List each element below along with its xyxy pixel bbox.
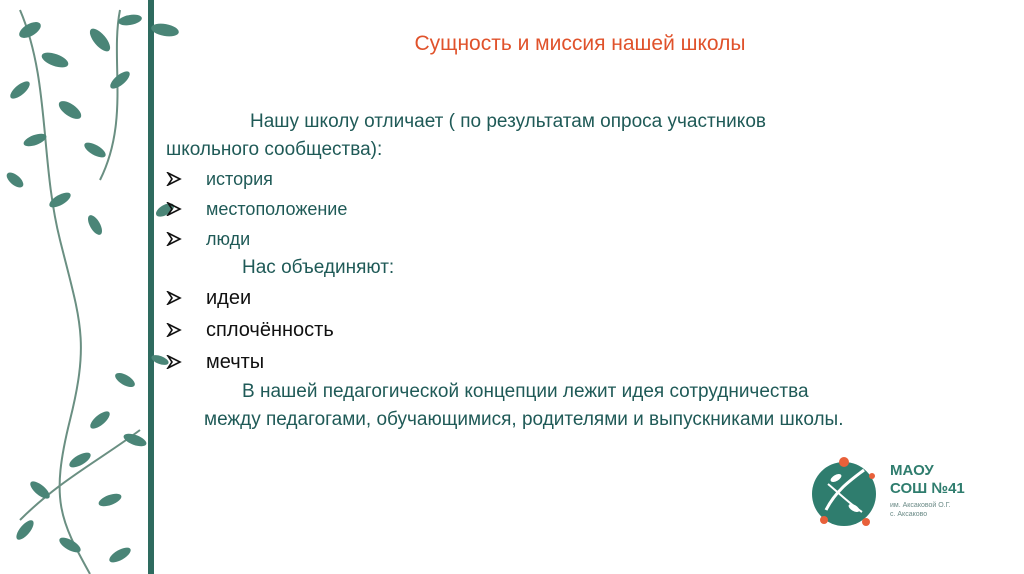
logo-title-line-1: МАОУ <box>890 462 934 479</box>
chevron-bullet-icon <box>166 232 188 246</box>
list-item-label: мечты <box>206 351 265 373</box>
list-item <box>166 282 996 314</box>
chevron-bullet-icon <box>166 202 188 216</box>
unite-list <box>166 282 996 378</box>
intro-line-2: школьного сообщества): <box>166 139 383 160</box>
list-item <box>166 194 996 224</box>
list-item-label: идеи <box>206 287 252 309</box>
chevron-bullet-icon <box>166 355 188 369</box>
logo-subtitle-line-1: им. Аксаковой О.Г. <box>890 502 951 509</box>
list-item-label: история <box>206 169 273 189</box>
unite-heading: Нас объединяют: <box>242 257 395 278</box>
concept-line-2: между педагогами, обучающимися, родителями и выпускниками школы. <box>204 409 844 430</box>
list-item-label: местоположение <box>206 199 348 219</box>
list-item-label: люди <box>206 229 251 249</box>
chevron-bullet-icon <box>166 323 188 337</box>
list-item <box>166 224 996 254</box>
chevron-bullet-icon <box>166 291 188 305</box>
slide-title: Сущность и миссия нашей школы <box>414 32 746 55</box>
concept-line-1: В нашей педагогической концепции лежит идея сотрудничества <box>242 381 809 402</box>
list-item-label: сплочённость <box>206 319 334 341</box>
logo-subtitle-line-2: с. Аксаково <box>890 511 928 518</box>
logo-title-line-2: СОШ №41 <box>890 480 965 497</box>
chevron-bullet-icon <box>166 172 188 186</box>
distinguish-list <box>166 164 996 254</box>
list-item <box>166 346 996 378</box>
intro-line-1: Нашу школу отличает ( по результатам опроса участников <box>250 111 766 132</box>
list-item <box>166 314 996 346</box>
list-item <box>166 164 996 194</box>
slide-content <box>166 108 996 434</box>
